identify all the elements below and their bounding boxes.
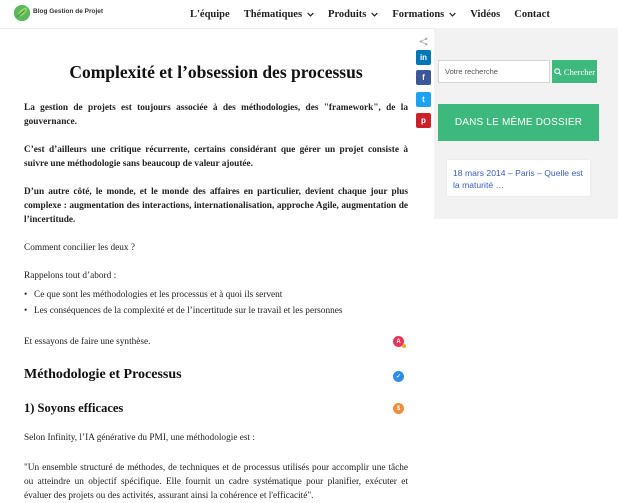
nav-item-contact[interactable] — [514, 9, 550, 20]
intro-paragraph-1: La gestion de projets est toujours associée à des méthodologies, des "framework", de la gouvernance. — [24, 103, 408, 127]
article-title: Complexité et l’obsession des processus — [69, 62, 363, 82]
chevron-down-icon — [371, 11, 378, 18]
nav-label: Produits — [328, 8, 367, 20]
definition-quote: "Un ensemble structuré de méthodes, de techniques et de processus utilisés pour accomplir une tâche ou atteindre un objectif spécifique. Elle fournit un cadre systématique pour planifier, exécuter et évaluer des projets ou des activités, assurant ainsi la cohérence et l'efficacité". — [24, 463, 408, 501]
main-nav — [190, 0, 564, 28]
logo-leaf-icon[interactable] — [13, 4, 31, 22]
check-badge-icon[interactable]: ✓ — [393, 371, 404, 382]
recall-paragraph: Rappelons tout d’abord : — [24, 271, 117, 281]
intro-paragraph-2: C’est d’ailleurs une critique récurrente, certains considérant que gérer un projet consiste à suivre une méthodologie sans beaucoup de valeur ajoutée. — [24, 145, 408, 169]
pinterest-icon: p — [421, 116, 426, 125]
chevron-down-icon — [307, 11, 314, 18]
nav-label: Formations — [392, 8, 445, 20]
share-facebook-button[interactable] — [416, 70, 431, 85]
dossier-link[interactable]: 18 mars 2014 – Paris – Quelle est la maturité … — [453, 168, 583, 190]
twitter-icon: t — [422, 95, 425, 104]
comment-badge-icon[interactable]: A — [393, 336, 404, 347]
search-icon — [554, 68, 562, 76]
chevron-down-icon — [449, 11, 456, 18]
nav-label: L'équipe — [190, 8, 230, 20]
article — [24, 28, 408, 503]
site-header — [0, 0, 618, 29]
question-paragraph: Comment concilier les deux ? — [24, 243, 136, 253]
dollar-badge-icon[interactable]: $ — [393, 403, 404, 414]
nav-label: Contact — [514, 8, 550, 20]
intro-paragraph-3: D’un autre côté, le monde, et le monde des affaires en particulier, devient chaque jour plus complexe : augmentation des interactions, internationalisation, approche Agile, augmentation de l’incertitude. — [24, 187, 408, 225]
dossier-card — [447, 160, 590, 196]
list-item: • Les conséquences de la complexité et de l’incertitude sur le travail et les personnes — [34, 303, 408, 319]
subsection-heading: 1) Soyons efficaces — [24, 401, 124, 415]
nav-item-produits[interactable] — [328, 9, 378, 20]
section-heading: Méthodologie et Processus — [24, 367, 182, 382]
logo-text[interactable]: Blog Gestion de Projet — [33, 8, 104, 15]
search-button[interactable] — [552, 60, 597, 83]
share-icon — [419, 37, 428, 46]
nav-label: Vidéos — [470, 8, 501, 20]
dossier-title: DANS LE MÊME DOSSIER — [454, 117, 583, 128]
share-linkedin-button[interactable] — [416, 50, 431, 65]
nav-item-equipe[interactable] — [190, 9, 230, 20]
facebook-icon: f — [422, 73, 425, 82]
dossier-header — [438, 104, 599, 141]
list-item: • Ce que sont les méthodologies et les processus et à quoi ils servent — [34, 287, 408, 303]
share-twitter-button[interactable] — [416, 92, 431, 107]
search-button-label: Chercher — [563, 66, 596, 77]
share-pinterest-button[interactable] — [416, 113, 431, 128]
definition-intro: Selon Infinity, l’IA générative du PMI, une méthodologie est : — [24, 433, 256, 443]
search-input[interactable] — [438, 60, 550, 83]
notification-dot-icon — [402, 344, 406, 348]
nav-item-thematiques[interactable] — [244, 9, 314, 20]
nav-item-videos[interactable] — [470, 9, 500, 20]
linkedin-icon: in — [419, 53, 428, 62]
synthesis-paragraph: Et essayons de faire une synthèse. — [24, 337, 151, 347]
bullet-list — [24, 287, 408, 319]
nav-item-formations[interactable] — [392, 9, 456, 20]
nav-label: Thématiques — [243, 8, 303, 20]
